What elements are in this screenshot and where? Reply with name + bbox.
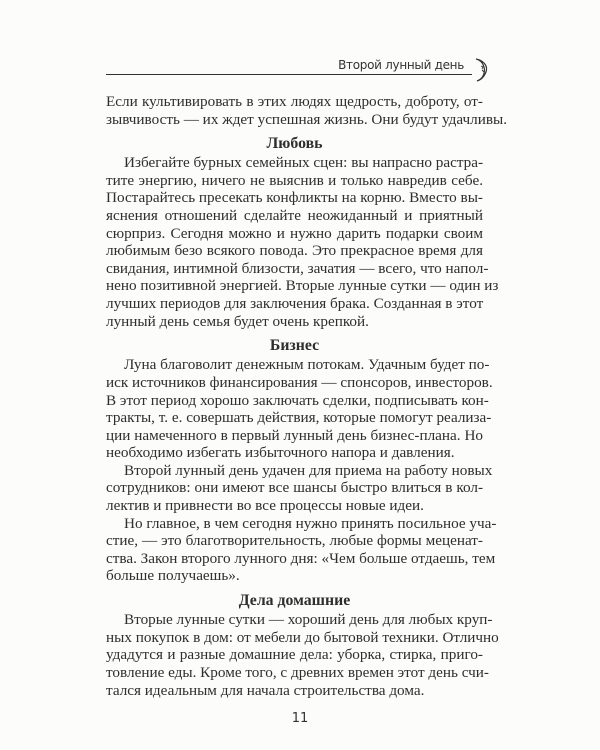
text-line: Избегайте бурных семейных сцен: вы напрасно растра-: [124, 154, 484, 172]
text-line: тракты, т. е. совершать действия, которые помогут реализа-: [106, 409, 492, 427]
text-line: Вторые лунные сутки — хороший день для любых круп-: [124, 611, 493, 629]
text-line: Если культивировать в этих людях щедрость, доброту, от-: [106, 93, 483, 110]
text-line: Второй лунный день удачен для приема на работу новых: [124, 461, 493, 479]
text-line: сюрприз. Сегодня можно и нужно дарить подарки своим: [106, 224, 483, 242]
text-line: любимым безо всякого повода. Это прекрасное время для: [106, 242, 483, 260]
text-line: яснения отношений сделайте неожиданный и приятный: [106, 207, 483, 225]
page-body: [106, 93, 507, 699]
text-line: лунный день семья будет очень крепкой.: [106, 312, 369, 330]
text-line: сотрудников: они имеют все шансы быстро влиться в кол-: [106, 479, 483, 497]
running-title: Второй лунный день: [338, 58, 464, 72]
text-line: стие, — это благотворительность, любые формы меценат-: [106, 532, 483, 550]
text-line: ных покупок в дом: от мебели до бытовой техники. Отлично: [106, 628, 499, 646]
text-line: Луна благоволит денежным потокам. Удачным будет по-: [124, 356, 490, 374]
section-heading: Любовь: [266, 135, 323, 153]
page-number: 11: [291, 711, 309, 726]
text-line: иск источников финансирования — спонсоров, инвесторов.: [106, 373, 493, 391]
text-line: свидания, интимной близости, зачатия — всего, что напол-: [106, 259, 489, 277]
text-line: Но главное, в чем сегодня нужно принять посильное уча-: [124, 514, 497, 532]
text-line: удадутся и разные домашние дела: уборка, стирка, приго-: [106, 646, 483, 664]
text-line: зывчивость — их ждет успешная жизнь. Они будут удачливы.: [106, 110, 507, 128]
crescent-moon-icon: [472, 57, 492, 83]
text-line: товление еды. Кроме того, с древних времен этот день счи-: [106, 663, 489, 681]
text-line: больше получаешь».: [106, 567, 240, 585]
text-line: нено позитивной энергией. Вторые лунные сутки — один из: [106, 277, 499, 295]
section-heading: Бизнес: [269, 337, 320, 355]
text-line: тался идеальным для начала строительства дома.: [106, 681, 425, 699]
section-heading: Дела домашние: [238, 592, 351, 610]
text-line: ства. Закон второго лунного дня: «Чем больше отдаешь, тем: [106, 549, 496, 567]
text-line: тите энергию, ничего не выяснив и только навредив себе.: [106, 171, 483, 189]
text-line: необходимо избегать избыточного напора и давления.: [106, 444, 455, 462]
running-header: [106, 58, 472, 75]
text-line: ции намеченного в первый лунный день бизнес-плана. Но: [106, 426, 483, 444]
text-line: В этот период хорошо заключать сделки, подписывать кон-: [106, 391, 489, 409]
text-line: Постарайтесь пресекать конфликты на корню. Вместо вы-: [106, 189, 483, 207]
text-line: лектив и привнести во все процессы новые идеи.: [106, 497, 424, 515]
text-line: лучших периодов для заключения брака. Созданная в этот: [106, 295, 484, 313]
